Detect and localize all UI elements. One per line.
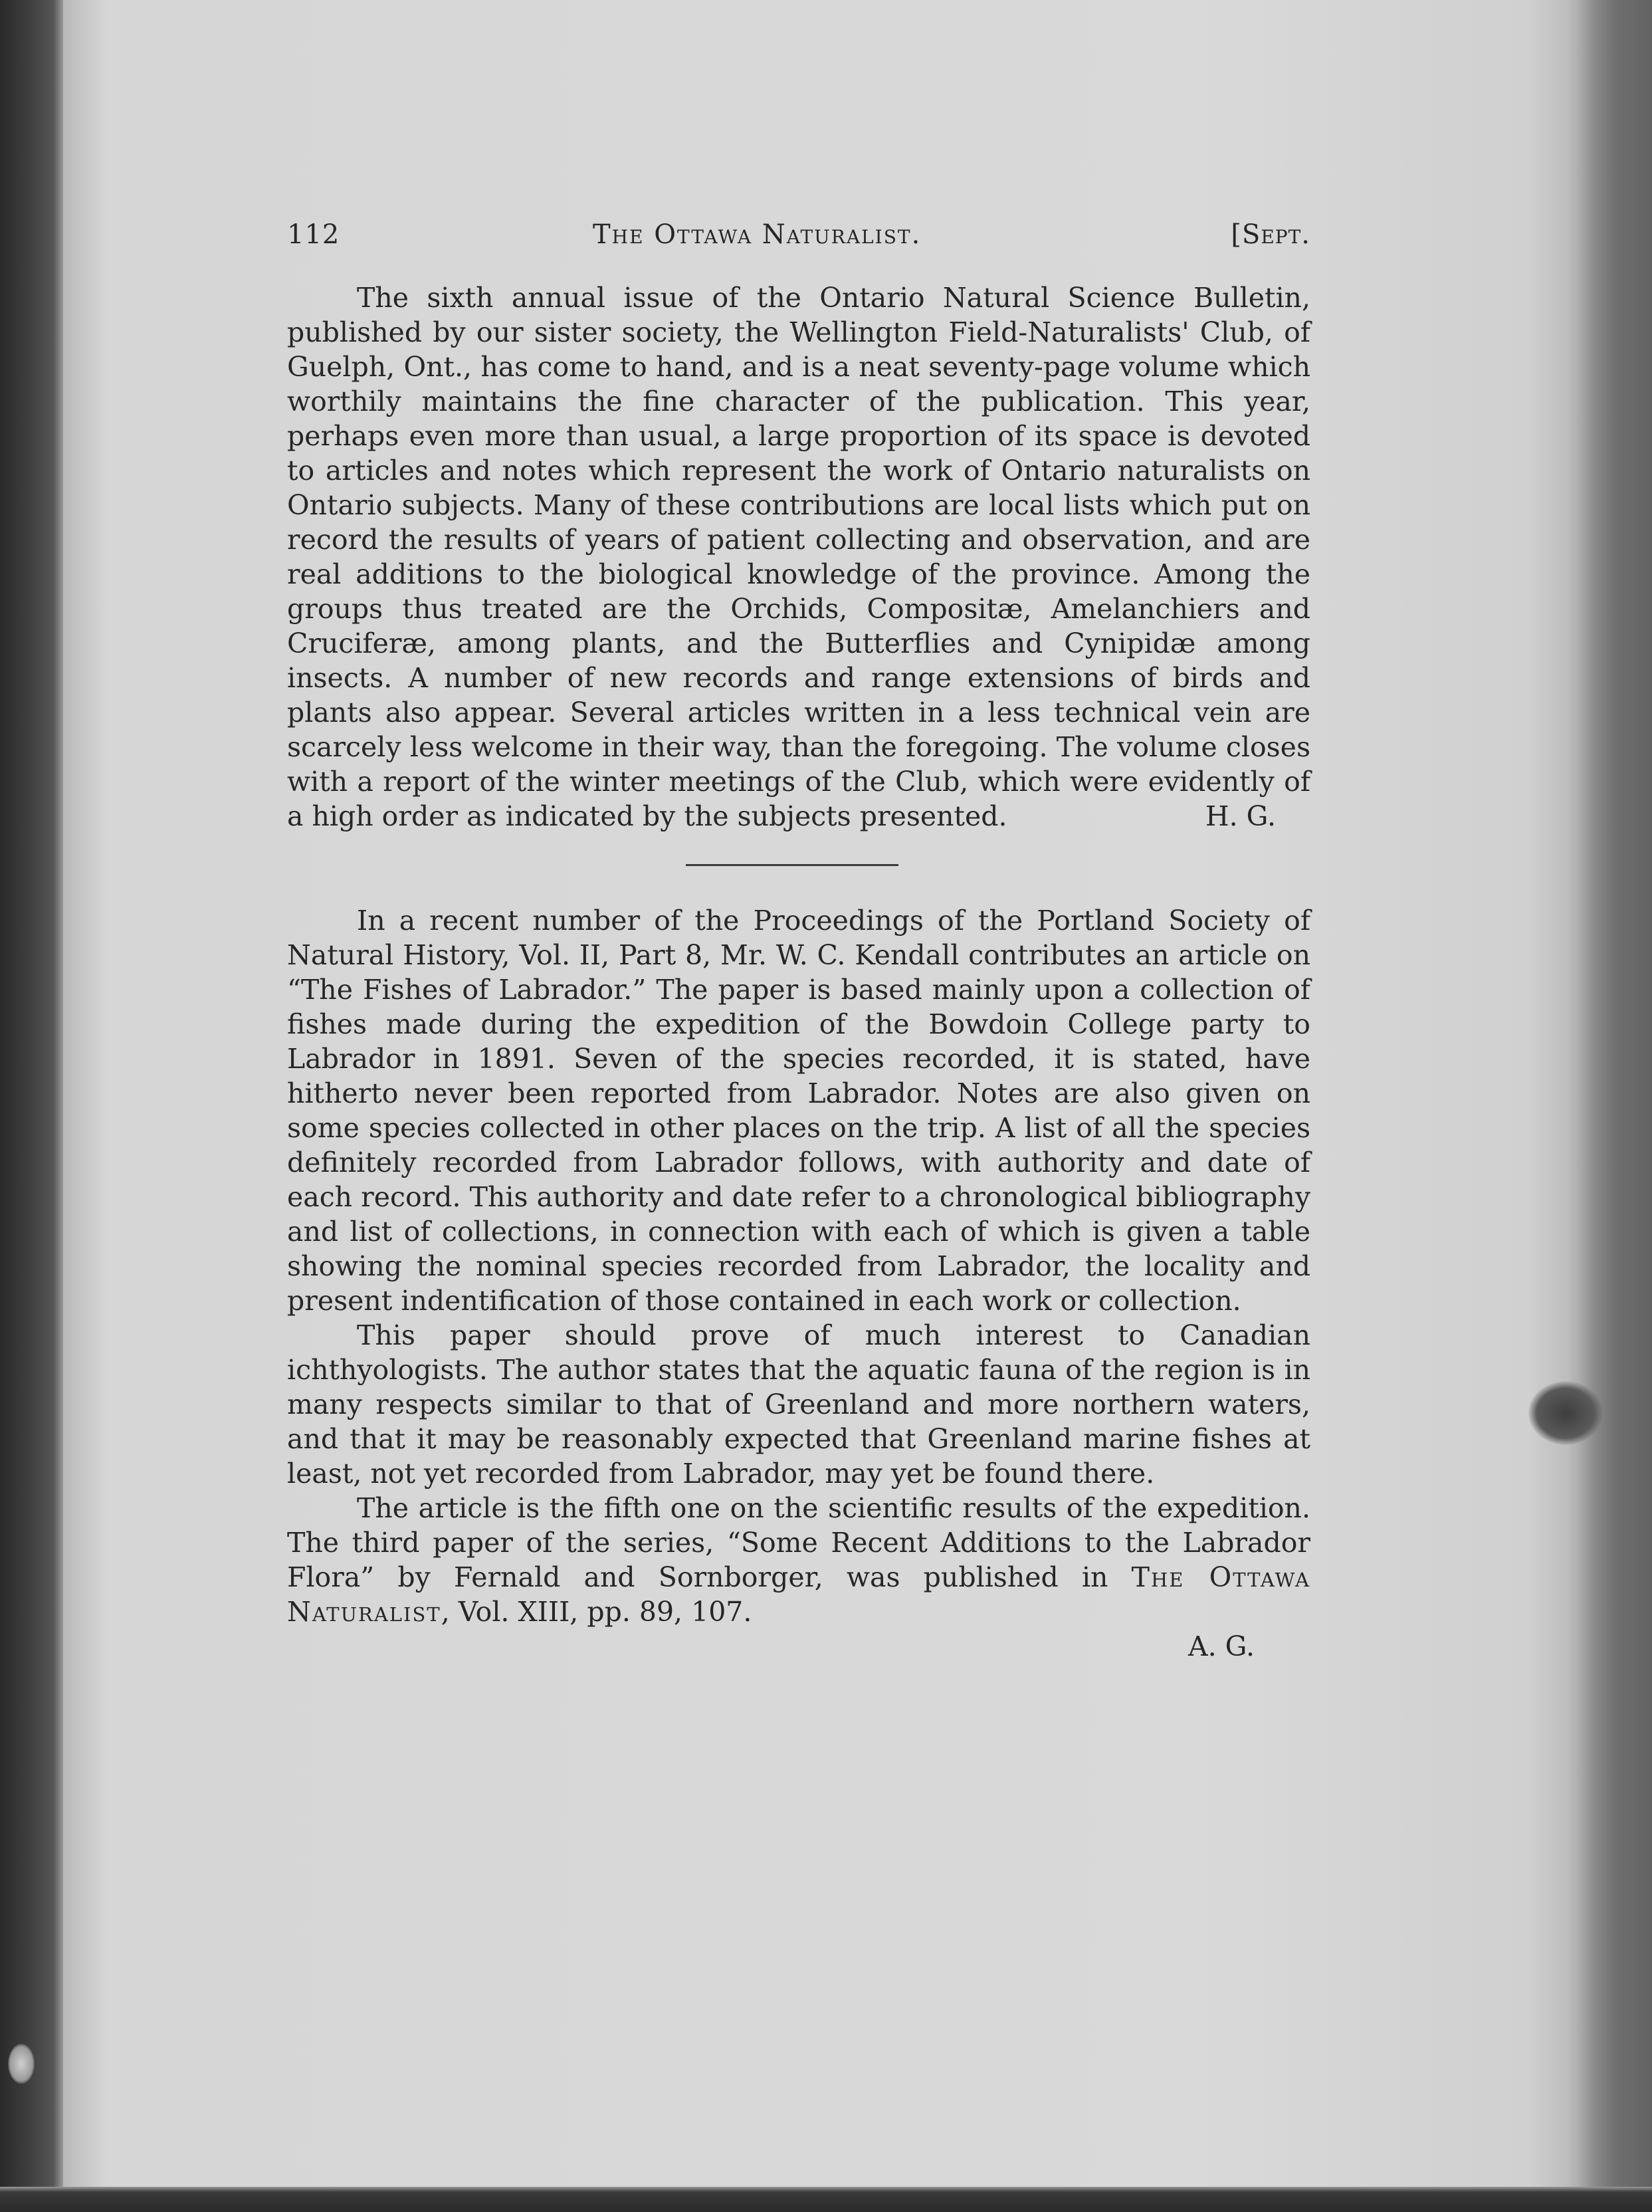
document-page xyxy=(287,219,1310,1664)
paragraph-text: , Vol. XIII, pp. 89, 107. xyxy=(441,1596,752,1628)
paragraph: This paper should prove of much interest to Canadian ichthyologists. The author states that the aquatic fauna of the region is in many respects similar to that of Greenland and more northern waters, and that it may be reasonably expected that Greenland marine fishes at least, not yet recorded from Labrador, may yet be found there. xyxy=(287,1319,1310,1490)
punch-hole xyxy=(1528,1381,1603,1445)
journal-title: The Ottawa Naturalist. xyxy=(593,219,922,250)
scan-smudge xyxy=(8,2044,35,2084)
paragraph: The sixth annual issue of the Ontario Natural Science Bulletin, published by our sister society, the Wellington Field-Naturalists' Club, of Guelph, Ont., has come to hand, and is a neat seventy-page volume which worthily maintains the fine character of the publication. This year, perhaps even more than usual, a large proportion of its space is devoted to articles and notes which represent the work of Ontario naturalists on Ontario subjects. Many of these contributions are local lists which put on record the results of years of patient collecting and observation, and are real additions to the biological knowledge of the province. Among the groups thus treated are the Orchids, Compositæ, Amelanchiers and Cruciferæ, among plants, and the Butterflies and Cynipidæ among insects. A number of new records and range extensions of birds and plants also appear. Several articles written in a less technical vein are scarcely less welcome in their way, than the foregoing. The volume closes with a report of the winter meetings of the Club, which were evidently of a high order as indicated by the subjects presented. xyxy=(287,282,1310,832)
section-divider xyxy=(686,864,898,866)
paragraph xyxy=(287,1491,1310,1629)
journal-reference: The Ottawa Naturalist xyxy=(287,1561,1310,1628)
author-initials: H. G. xyxy=(1205,800,1276,832)
review-ontario-bulletin xyxy=(287,280,1310,833)
author-initials: A. G. xyxy=(1188,1630,1255,1662)
scan-right-edge xyxy=(1575,0,1652,2212)
page-number: 112 xyxy=(287,219,340,250)
scan-bottom-edge xyxy=(0,2187,1652,2212)
scan-left-edge xyxy=(0,0,63,2212)
issue-month: [Sept. xyxy=(1231,219,1310,250)
review-fishes-of-labrador xyxy=(287,903,1310,1664)
paragraph: In a recent number of the Proceedings of the Portland Society of Natural History, Vol. II, Part 8, Mr. W. C. Kendall contributes an article on “The Fishes of Labrador.” The paper is based mainly upon a collection of fishes made during the expedition of the Bowdoin College party to Labrador in 1891. Seven of the species recorded, it is stated, have hitherto never been reported from Labrador. Notes are also given on some species collected in other places on the trip. A list of all the species definitely recorded from Labrador follows, with authority and date of each record. This authority and date refer to a chronological bibliography and list of collections, in connection with each of which is given a table showing the nominal species recorded from Labrador, the locality and present indentification of those contained in each work or collection. xyxy=(287,905,1310,1317)
running-head xyxy=(287,219,1310,266)
paragraph-text: The article is the fifth one on the scientific results of the expedition. The third paper of the series, “Some Recent Additions to the Labrador Flora” by Fernald and Sornborger, was published in xyxy=(287,1492,1310,1593)
